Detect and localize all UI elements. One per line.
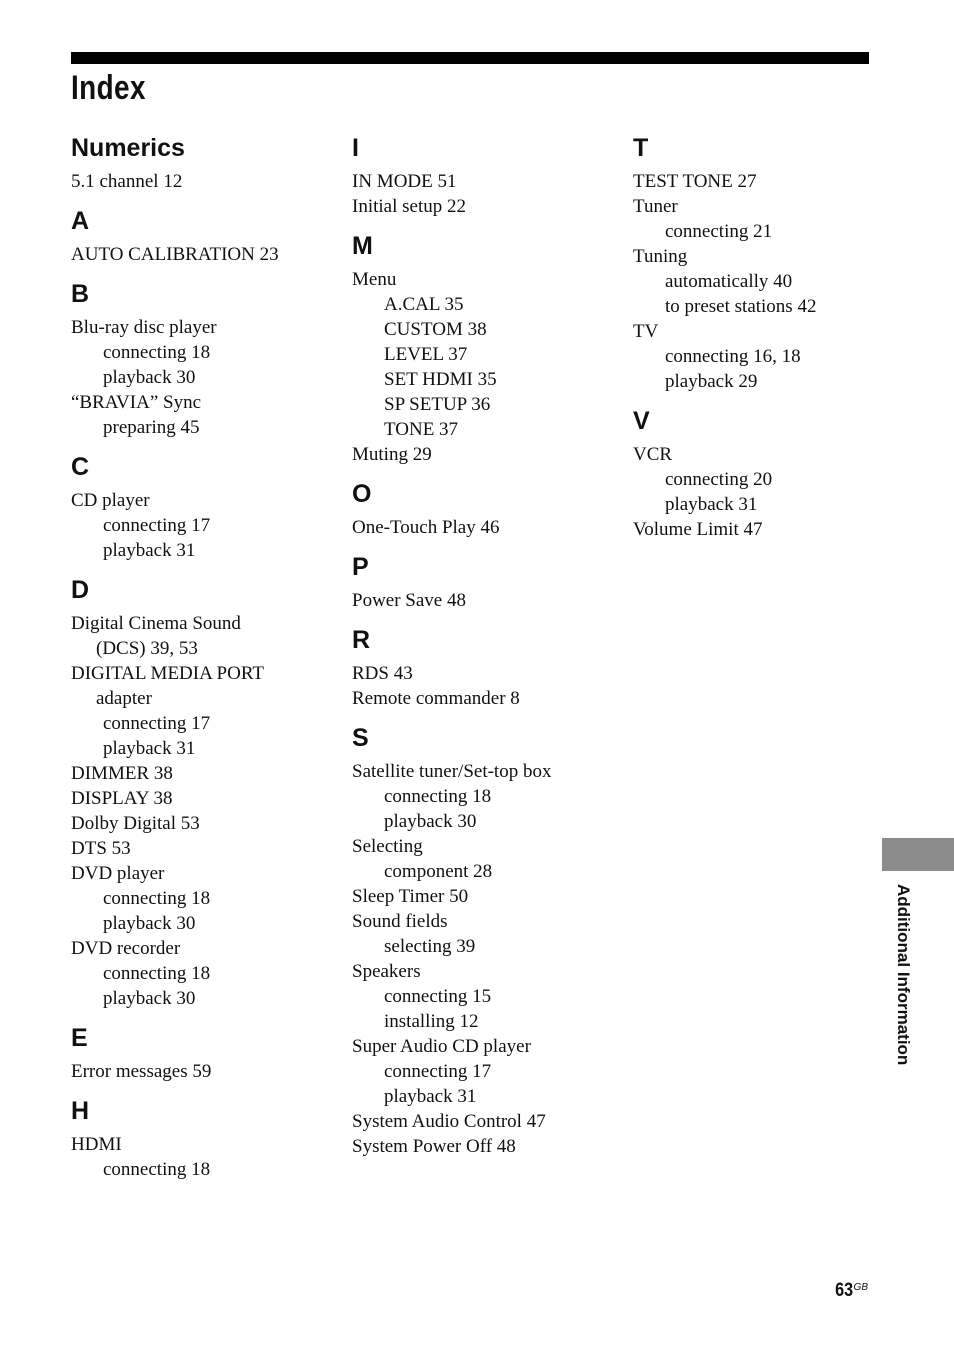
index-entry: DVD player [71,863,165,884]
index-section-h [71,1091,341,1182]
index-subentry: connecting 17 [103,713,211,734]
index-subentry: connecting 16, 18 [665,346,801,367]
section-heading: I [352,134,359,162]
index-subentry: playback 30 [384,811,477,832]
index-section-a [71,201,341,267]
index-column-1 [71,128,341,1189]
page-number [832,1280,868,1302]
index-entry: IN MODE 51 [352,171,457,192]
index-subentry: playback 31 [665,494,758,515]
index-subentry: connecting 15 [384,986,492,1007]
index-subentry: LEVEL 37 [384,344,468,365]
index-section-c [71,447,341,563]
index-entry: Error messages 59 [71,1061,212,1082]
page-number-value: 63 [835,1280,854,1301]
index-subentry: automatically 40 [665,271,793,292]
section-heading: O [352,480,372,508]
index-entry: TEST TONE 27 [633,171,757,192]
section-heading: P [352,553,369,581]
index-subentry: SP SETUP 36 [384,394,491,415]
index-entry: DTS 53 [71,838,131,859]
section-heading: D [71,576,90,604]
index-subentry: connecting 18 [103,888,211,909]
index-subentry: to preset stations 42 [665,296,817,317]
index-subentry: component 28 [384,861,493,882]
index-subentry: connecting 18 [103,342,211,363]
index-entry: DIMMER 38 [71,763,173,784]
section-heading: H [71,1097,90,1125]
index-entry: CD player [71,490,150,511]
index-subentry: playback 30 [103,988,196,1009]
section-heading: B [71,280,90,308]
index-entry: Volume Limit 47 [633,519,763,540]
index-entry: DVD recorder [71,938,181,959]
index-subentry: playback 30 [103,913,196,934]
index-entry: AUTO CALIBRATION 23 [71,244,279,265]
index-section-v [633,401,873,542]
index-subentry: playback 31 [103,738,196,759]
index-subentry: (DCS) 39, 53 [96,638,198,659]
index-subentry: CUSTOM 38 [384,319,487,340]
index-entry: Menu [352,269,397,290]
index-entry: 5.1 channel 12 [71,171,183,192]
page-number-suffix: GB [853,1282,868,1293]
index-section-p [352,547,622,613]
index-subentry: preparing 45 [103,417,200,438]
section-heading: S [352,724,369,752]
index-section-i [352,128,622,219]
index-section-numerics [71,128,341,194]
index-section-m [352,226,622,467]
index-section-e [71,1018,341,1084]
index-subentry: connecting 20 [665,469,773,490]
section-heading: V [633,407,650,435]
index-entry: Remote commander 8 [352,688,520,709]
index-subentry: playback 29 [665,371,758,392]
index-subentry: connecting 18 [384,786,492,807]
index-entry: Power Save 48 [352,590,466,611]
section-heading: E [71,1024,88,1052]
index-subentry: installing 12 [384,1011,479,1032]
index-section-b [71,274,341,440]
section-heading: A [71,207,90,235]
index-subentry: connecting 17 [384,1061,492,1082]
index-subentry: TONE 37 [384,419,459,440]
index-subentry: SET HDMI 35 [384,369,497,390]
index-entry: “BRAVIA” Sync [71,392,202,413]
index-entry: Selecting [352,836,423,857]
index-column-3 [633,128,873,549]
section-heading: T [633,134,649,162]
section-heading: Numerics [71,134,185,162]
index-section-s [352,718,622,1159]
index-entry: RDS 43 [352,663,413,684]
index-subentry: connecting 18 [103,963,211,984]
index-entry: Digital Cinema Sound [71,613,241,634]
index-section-r [352,620,622,711]
index-entry: DIGITAL MEDIA PORT [71,663,264,684]
index-entry: One-Touch Play 46 [352,517,500,538]
index-subentry: connecting 21 [665,221,773,242]
index-subentry: adapter [96,688,152,709]
index-subentry: playback 30 [103,367,196,388]
index-entry: Tuning [633,246,688,267]
index-entry: VCR [633,444,673,465]
index-section-o [352,474,622,540]
section-heading: C [71,453,90,481]
index-subentry: connecting 17 [103,515,211,536]
index-section-d [71,570,341,1011]
index-subentry: connecting 18 [103,1159,211,1180]
index-subentry: playback 31 [384,1086,477,1107]
section-heading: R [352,626,371,654]
section-tab-marker [882,838,954,871]
index-entry: Muting 29 [352,444,432,465]
index-entry: Super Audio CD player [352,1036,531,1057]
index-entry: Initial setup 22 [352,196,466,217]
index-section-t [633,128,873,394]
index-entry: Speakers [352,961,421,982]
index-entry: Sleep Timer 50 [352,886,469,907]
index-entry: Tuner [633,196,678,217]
section-heading: M [352,232,373,260]
section-tab-label: Additional Information [894,884,913,1066]
index-entry: Dolby Digital 53 [71,813,200,834]
top-rule [71,52,869,64]
index-entry: Satellite tuner/Set-top box [352,761,552,782]
index-subentry: playback 31 [103,540,196,561]
index-subentry: selecting 39 [384,936,476,957]
index-entry: Blu-ray disc player [71,317,217,338]
page-title: Index [71,69,146,107]
index-column-2 [352,128,622,1166]
index-entry: System Audio Control 47 [352,1111,546,1132]
index-entry: HDMI [71,1134,122,1155]
index-entry: TV [633,321,659,342]
index-subentry: A.CAL 35 [384,294,464,315]
index-entry: DISPLAY 38 [71,788,173,809]
index-entry: System Power Off 48 [352,1136,516,1157]
index-entry: Sound fields [352,911,448,932]
